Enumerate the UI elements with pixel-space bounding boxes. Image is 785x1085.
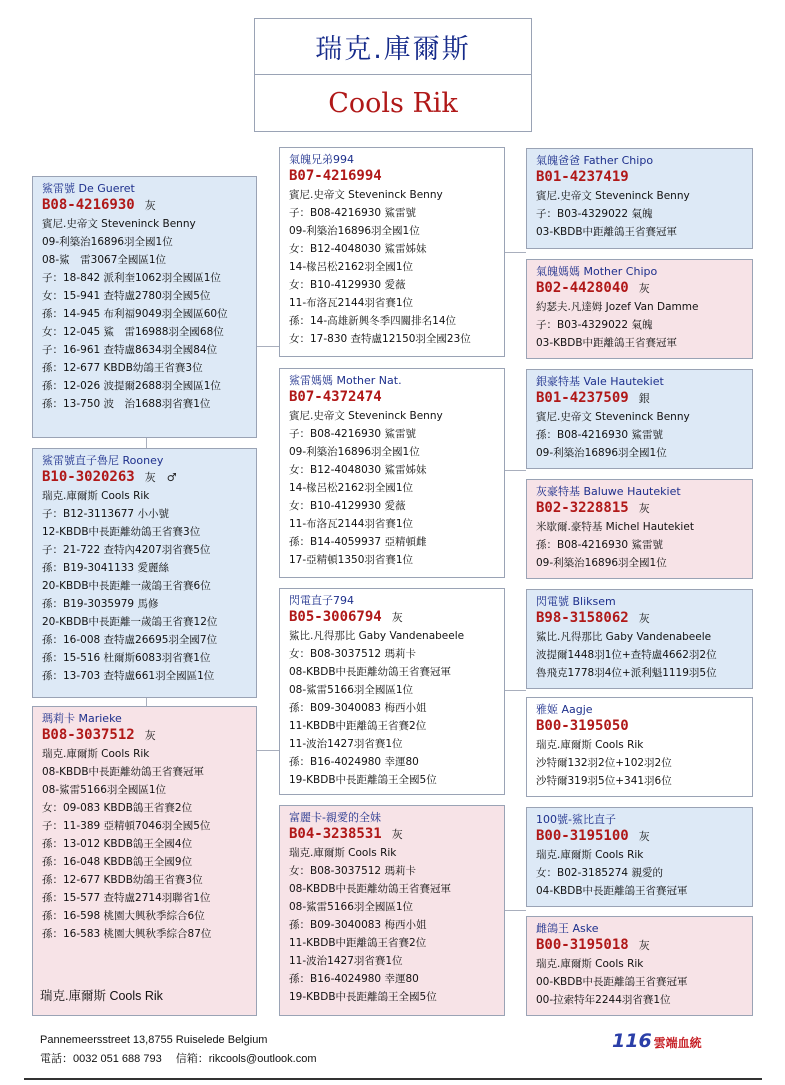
pedigree-line: 瑞克.庫爾斯 Cools Rik	[536, 849, 644, 861]
pedigree-line: 女：15-941 查特盧2780羽全國5位	[42, 290, 211, 302]
pedigree-line: 孫：15-577 查特盧2714羽聯省1位	[42, 892, 211, 904]
pigeon-name: 銀豪特基 Vale Hautekiet	[536, 375, 664, 388]
pedigree-line: 09-利築治16896羽全國1位	[42, 236, 173, 248]
feather-color: 灰 ♂	[144, 471, 177, 484]
pigeon-card-dsd	[526, 697, 753, 797]
pedigree-line: 孫：16-008 查特盧26695羽全國7位	[42, 634, 218, 646]
pedigree-line: 波提爾1448羽1位+查特盧4662羽2位	[536, 649, 717, 661]
pedigree-line: 08-KBDB中長距離幼鴿王省賽冠軍	[42, 766, 205, 778]
pedigree-line: 孫：B16-4024980 幸運80	[289, 973, 419, 985]
pigeon-name: 瑪莉卡 Marieke	[42, 712, 122, 725]
pedigree-line: 子：21-722 查特內4207羽省賽5位	[42, 544, 211, 556]
pedigree-line: 賓尼.史帝文 Steveninck Benny	[289, 410, 443, 422]
pigeon-name: 雌鴿王 Aske	[536, 922, 599, 935]
pedigree-line: 子：18-842 派利奎1062羽全國區1位	[42, 272, 221, 284]
ring-number: B02-4428040	[536, 280, 629, 296]
pedigree-line: 08-KBDB中長距離幼鴿王省賽冠軍	[289, 883, 452, 895]
pigeon-name: 閃電直子794	[289, 594, 354, 607]
pedigree-line: 米歇爾.豪特基 Michel Hautekiet	[536, 521, 694, 533]
ring-number: B08-3037512	[42, 727, 135, 743]
pedigree-line: 女：B08-3037512 瑪莉卡	[289, 648, 416, 660]
pedigree-line: 子：B03-4329022 氣魄	[536, 208, 653, 220]
pedigree-line: 11-KBDB中距離鴿王省賽2位	[289, 937, 427, 949]
connector-line	[256, 346, 280, 347]
pigeon-card-sds	[526, 369, 753, 469]
pigeon-card-dss	[526, 589, 753, 689]
pedigree-line: 孫：B08-4216930 鯊雷號	[536, 539, 663, 551]
pigeon-name: 鯊雷號直子魯尼 Rooney	[42, 454, 164, 467]
pedigree-line: 瑞克.庫爾斯 Cools Rik	[289, 847, 397, 859]
pigeon-card-sire-of-son	[279, 147, 505, 357]
pedigree-line: 賓尼.史帝文 Steveninck Benny	[536, 411, 690, 423]
pedigree-line: 孫：16-598 桃園大興秋季綜合6位	[42, 910, 205, 922]
feather-color: 灰	[638, 612, 650, 625]
pedigree-line: 魯飛克1778羽4位+派利魁1119羽5位	[536, 667, 717, 679]
ring-number: B98-3158062	[536, 610, 629, 626]
ring-number: B10-3020263	[42, 469, 135, 485]
pigeon-name: 氣魄兄弟994	[289, 153, 354, 166]
pedigree-line: 孫：14-高雄新興冬季四關排名14位	[289, 315, 457, 327]
feather-color: 灰	[391, 611, 403, 624]
pedigree-line: 19-KBDB中長距離鴿王全國5位	[289, 774, 437, 786]
feather-color: 灰	[638, 830, 650, 843]
owner-signature: 瑞克.庫爾斯 Cools Rik	[40, 989, 163, 1003]
pedigree-line: 子：11-389 亞精頓7046羽全國5位	[42, 820, 211, 832]
pigeon-card-sss	[526, 148, 753, 249]
connector-line	[504, 470, 526, 471]
pedigree-line: 孫：12-677 KBDB幼鴿王省賽3位	[42, 362, 203, 374]
pedigree-line: 瑞克.庫爾斯 Cools Rik	[536, 958, 644, 970]
pedigree-line: 子：B12-3113677 小小號	[42, 508, 169, 520]
pigeon-name: 100號-鯊比直子	[536, 813, 616, 826]
pedigree-line: 00-KBDB中長距離鴿王省賽冠軍	[536, 976, 688, 988]
pigeon-name: 富麗卡-親愛的全妹	[289, 811, 381, 824]
pedigree-line: 孫：B19-3041133 愛麗絲	[42, 562, 169, 574]
pedigree-line: 女：12-045 鯊 雷16988羽全國68位	[42, 326, 224, 338]
pigeon-card-son	[32, 448, 257, 698]
pedigree-line: 女：B02-3185274 親愛的	[536, 867, 663, 879]
feather-color: 灰	[391, 828, 403, 841]
pedigree-line: 孫：B16-4024980 幸運80	[289, 756, 419, 768]
pedigree-line: 賓尼.史帝文 Steveninck Benny	[42, 218, 196, 230]
pigeon-card-subject	[32, 176, 257, 438]
ring-number: B05-3006794	[289, 609, 382, 625]
contact-text: 電話：0032 051 688 793 信箱：rikcools@outlook.com	[40, 1053, 317, 1065]
feather-color: 銀	[638, 392, 650, 405]
pigeon-card-dam-of-son	[279, 368, 505, 578]
pigeon-card-sdd	[526, 479, 753, 579]
ring-number: B01-4237509	[536, 390, 629, 406]
pedigree-line: 子：B03-4329022 氣魄	[536, 319, 653, 331]
pedigree-line: 孫：13-750 波 治1688羽省賽1位	[42, 398, 211, 410]
pedigree-line: 鯊比.凡得那比 Gaby Vandenabeele	[536, 631, 712, 643]
pigeon-name: 氣魄媽媽 Mother Chipo	[536, 265, 658, 278]
ring-number: B00-3195100	[536, 828, 629, 844]
pedigree-line: 子：B08-4216930 鯊雷號	[289, 207, 416, 219]
ring-number: B04-3238531	[289, 826, 382, 842]
pedigree-line: 賓尼.史帝文 Steveninck Benny	[289, 189, 443, 201]
pedigree-line: 孫：B14-4059937 亞精頓雌	[289, 536, 427, 548]
pedigree-line: 14-椽呂松2162羽全國1位	[289, 261, 414, 273]
owner-name-chinese: 瑞克.庫爾斯	[254, 18, 532, 75]
pedigree-line: 孫：12-026 波提爾2688羽全國區1位	[42, 380, 221, 392]
pedigree-line: 子：B08-4216930 鯊雷號	[289, 428, 416, 440]
ring-number: B01-4237419	[536, 169, 629, 185]
pedigree-line: 約瑟夫.凡達姆 Jozef Van Damme	[536, 301, 699, 313]
connector-line	[504, 252, 526, 253]
pigeon-name: 鯊雷媽媽 Mother Nat.	[289, 374, 402, 387]
pedigree-line: 孫：B19-3035979 馬修	[42, 598, 159, 610]
feather-color: 灰	[144, 199, 156, 212]
pedigree-line: 08-鯊雷5166羽全國區1位	[289, 684, 414, 696]
feather-color: 灰	[638, 502, 650, 515]
pedigree-line: 孫：B08-4216930 鯊雷號	[536, 429, 663, 441]
pedigree-line: 瑞克.庫爾斯 Cools Rik	[536, 739, 644, 751]
pedigree-line: 08-鯊雷5166羽全國區1位	[42, 784, 167, 796]
pedigree-line: 孫：15-516 杜爾斯6083羽省賽1位	[42, 652, 211, 664]
pigeon-name: 氣魄爸爸 Father Chipo	[536, 154, 654, 167]
pedigree-line: 11-KBDB中距離鴿王省賽2位	[289, 720, 427, 732]
pedigree-line: 孫：B09-3040083 梅西小姐	[289, 702, 427, 714]
pedigree-line: 女：B08-3037512 瑪莉卡	[289, 865, 416, 877]
pedigree-line: 04-KBDB中長距離鴿王省賽冠軍	[536, 885, 688, 897]
pedigree-line: 03-KBDB中距離鴿王省賽冠軍	[536, 226, 678, 238]
pedigree-line: 鯊比.凡得那比 Gaby Vandenabeele	[289, 630, 465, 642]
logo-number: 116	[612, 1030, 652, 1052]
pigeon-card-sire-of-daughter	[279, 588, 505, 795]
pedigree-line: 瑞克.庫爾斯 Cools Rik	[42, 748, 150, 760]
pedigree-line: 20-KBDB中長距離一歲鴿王省賽12位	[42, 616, 218, 628]
pedigree-line: 11-波治1427羽省賽1位	[289, 955, 403, 967]
ring-number: B00-3195018	[536, 937, 629, 953]
pedigree-line: 08-鯊雷5166羽全國區1位	[289, 901, 414, 913]
connector-line	[504, 910, 526, 911]
pigeon-name: 閃電號 Bliksem	[536, 595, 616, 608]
pedigree-line: 沙特爾319羽5位+341羽6位	[536, 775, 672, 787]
pedigree-line: 08-鯊 雷3067全國區1位	[42, 254, 167, 266]
pedigree-line: 孫：12-677 KBDB幼鴿王省賽3位	[42, 874, 203, 886]
pedigree-line: 女：B12-4048030 鯊雷姊妹	[289, 464, 427, 476]
pedigree-line: 19-KBDB中長距離鴿王全國5位	[289, 991, 437, 1003]
pedigree-line: 沙特爾132羽2位+102羽2位	[536, 757, 672, 769]
pigeon-card-daughter	[32, 706, 257, 1016]
ring-number: B07-4216994	[289, 168, 382, 184]
pigeon-name: 灰豪特基 Baluwe Hautekiet	[536, 485, 681, 498]
pigeon-name: 鯊雷號 De Gueret	[42, 182, 135, 195]
pigeon-name: 雅姬 Aagje	[536, 703, 593, 716]
pedigree-line: 08-KBDB中長距離幼鴿王省賽冠軍	[289, 666, 452, 678]
pedigree-line: 00-拉索特年2244羽省賽1位	[536, 994, 671, 1006]
pedigree-line: 孫：14-945 布利福9049羽全國區60位	[42, 308, 228, 320]
pedigree-line: 09-利築治16896羽全國1位	[536, 447, 667, 459]
feather-color: 灰	[638, 939, 650, 952]
feather-color: 灰	[144, 729, 156, 742]
pedigree-line: 03-KBDB中距離鴿王省賽冠軍	[536, 337, 678, 349]
pigeon-card-dds	[526, 807, 753, 907]
pedigree-line: 09-利築治16896羽全國1位	[536, 557, 667, 569]
pedigree-line: 12-KBDB中長距離幼鴿王省賽3位	[42, 526, 201, 538]
pigeon-card-ssd	[526, 259, 753, 359]
pedigree-line: 女：B10-4129930 愛薇	[289, 500, 406, 512]
owner-name-english: Cools Rik	[254, 74, 532, 132]
pedigree-line: 女：17-830 查特盧12150羽全國23位	[289, 333, 471, 345]
pedigree-line: 17-亞精頓1350羽省賽1位	[289, 554, 414, 566]
ring-number: B08-4216930	[42, 197, 135, 213]
pedigree-line: 女：09-083 KBDB鴿王省賽2位	[42, 802, 193, 814]
address-text: Pannemeersstreet 13,8755 Ruiselede Belgium	[40, 1034, 268, 1046]
pedigree-line: 20-KBDB中長距離一歲鴿王省賽6位	[42, 580, 211, 592]
pedigree-line: 女：B10-4129930 愛薇	[289, 279, 406, 291]
ring-number: B07-4372474	[289, 389, 382, 405]
footer-divider	[24, 1078, 762, 1080]
pigeon-card-ddd	[526, 916, 753, 1016]
pedigree-line: 孫：16-583 桃園大興秋季綜合87位	[42, 928, 212, 940]
pedigree-line: 孫：13-703 查特盧661羽全國區1位	[42, 670, 215, 682]
logo-text: 雲端血統	[653, 1036, 702, 1050]
pedigree-line: 09-利築治16896羽全國1位	[289, 446, 420, 458]
pedigree-line: 孫：16-048 KBDB鴿王全國9位	[42, 856, 193, 868]
pedigree-line: 女：B12-4048030 鯊雷姊妹	[289, 243, 427, 255]
ring-number: B00-3195050	[536, 718, 629, 734]
ring-number: B02-3228815	[536, 500, 629, 516]
connector-line	[256, 750, 280, 751]
pedigree-line: 14-椽呂松2162羽全國1位	[289, 482, 414, 494]
pedigree-line: 孫：13-012 KBDB鴿王全國4位	[42, 838, 193, 850]
pedigree-line: 子：16-961 查特盧8634羽全國84位	[42, 344, 218, 356]
pedigree-line: 11-布洛瓦2144羽省賽1位	[289, 518, 414, 530]
connector-line	[504, 690, 526, 691]
pedigree-line: 瑞克.庫爾斯 Cools Rik	[42, 490, 150, 502]
pedigree-line: 孫：B09-3040083 梅西小姐	[289, 919, 427, 931]
feather-color: 灰	[638, 282, 650, 295]
pigeon-card-dam-of-daughter	[279, 805, 505, 1016]
pedigree-line: 09-利築治16896羽全國1位	[289, 225, 420, 237]
pedigree-line: 賓尼.史帝文 Steveninck Benny	[536, 190, 690, 202]
pedigree-line: 11-布洛瓦2144羽省賽1位	[289, 297, 414, 309]
cloud-pedigree-logo	[612, 1030, 702, 1052]
pedigree-line: 11-波治1427羽省賽1位	[289, 738, 403, 750]
